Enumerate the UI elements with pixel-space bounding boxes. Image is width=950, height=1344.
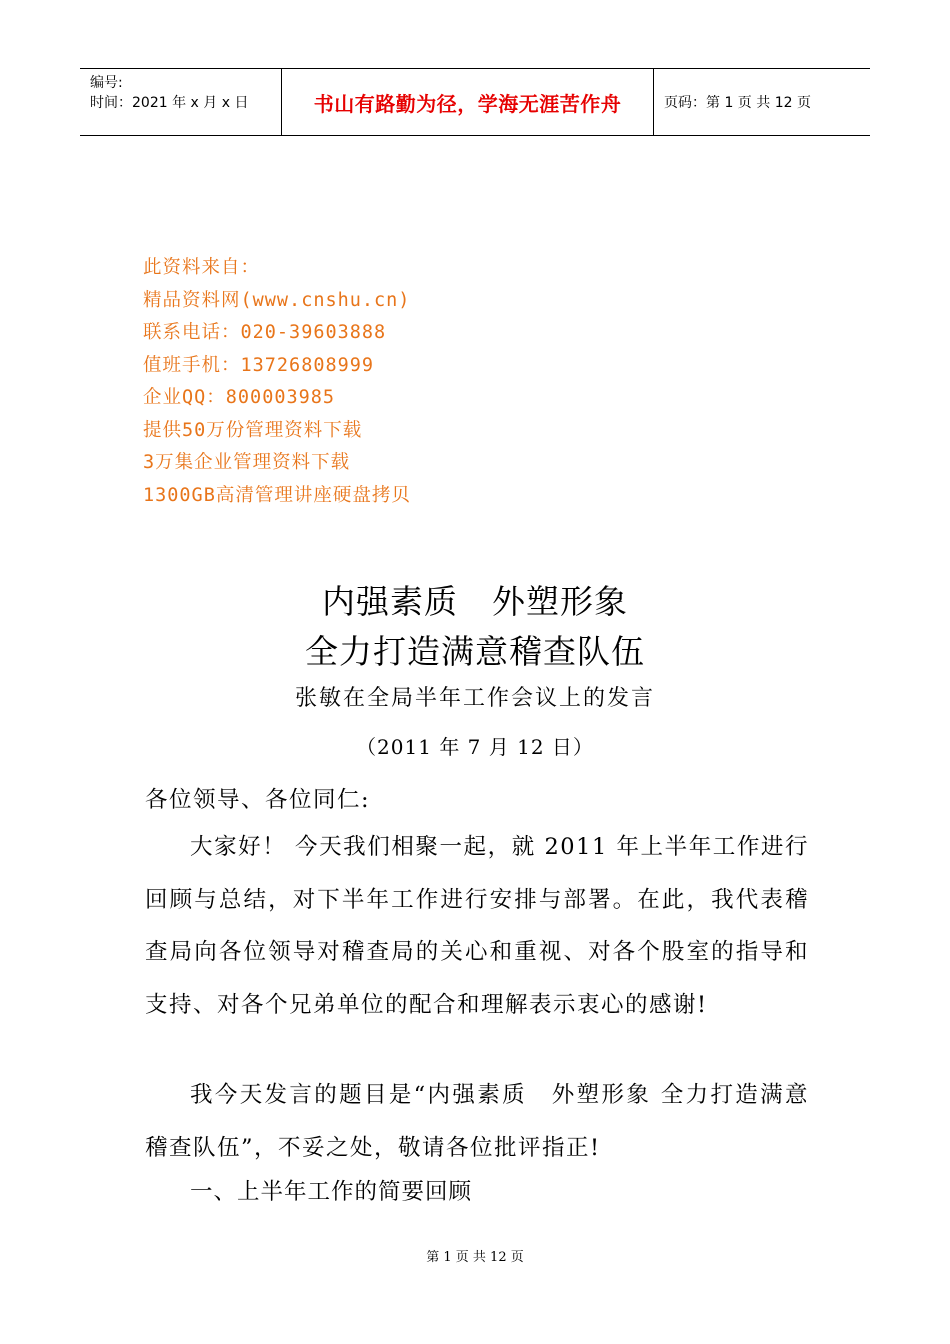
promo-line: 提供50万份管理资料下载	[143, 419, 363, 441]
paragraph-1: 大家好！ 今天我们相聚一起，就 2011 年上半年工作进行回顾与总结，对下半年工作进行安排与部署。在此，我代表稽查局向各位领导对稽查局的关心和重视、对各个股室的指导和支持、对各个兄弟单位的配合和理解表示衷心的感谢!	[145, 834, 809, 1018]
promo-block	[143, 252, 411, 512]
page-header	[80, 68, 870, 136]
paragraph-2: 我今天发言的题目是“内强素质 外塑形象 全力打造满意稽查队伍”，不妥之处，敬请各位批评指正!	[145, 1082, 809, 1161]
promo-line: 3万集企业管理资料下载	[143, 452, 351, 473]
document-subtitle: 张敏在全局半年工作会议上的发言	[294, 686, 655, 711]
promo-line: 精品资料网(www.cnshu.cn)	[143, 289, 411, 311]
page-footer: 第 1 页 共 12 页	[426, 1250, 524, 1265]
header-meta	[80, 69, 282, 135]
document-title-line1: 内强素质 外塑形象	[322, 582, 628, 621]
greeting: 各位领导、各位同仁:	[145, 787, 371, 813]
promo-line: 企业QQ：800003985	[143, 387, 336, 408]
promo-line: 联系电话：020-39603888	[143, 322, 387, 343]
promo-line: 此资料来自：	[143, 257, 261, 278]
document-title-line2: 全力打造满意稽查队伍	[305, 632, 645, 671]
promo-line: 1300GB高清管理讲座硬盘拷贝	[143, 484, 411, 506]
document-date: （2011 年 7 月 12 日）	[356, 735, 594, 759]
section-heading-1: 一、上半年工作的简要回顾	[190, 1179, 473, 1205]
header-motto: 书山有路勤为径，学海无涯苦作舟	[282, 69, 654, 135]
promo-line: 值班手机：13726808999	[143, 354, 375, 376]
number-label: 编号:	[90, 75, 123, 91]
time-label: 时间：2021 年 x 月 x 日	[90, 95, 249, 111]
header-page-info: 页码：第 1 页 共 12 页	[664, 95, 811, 111]
